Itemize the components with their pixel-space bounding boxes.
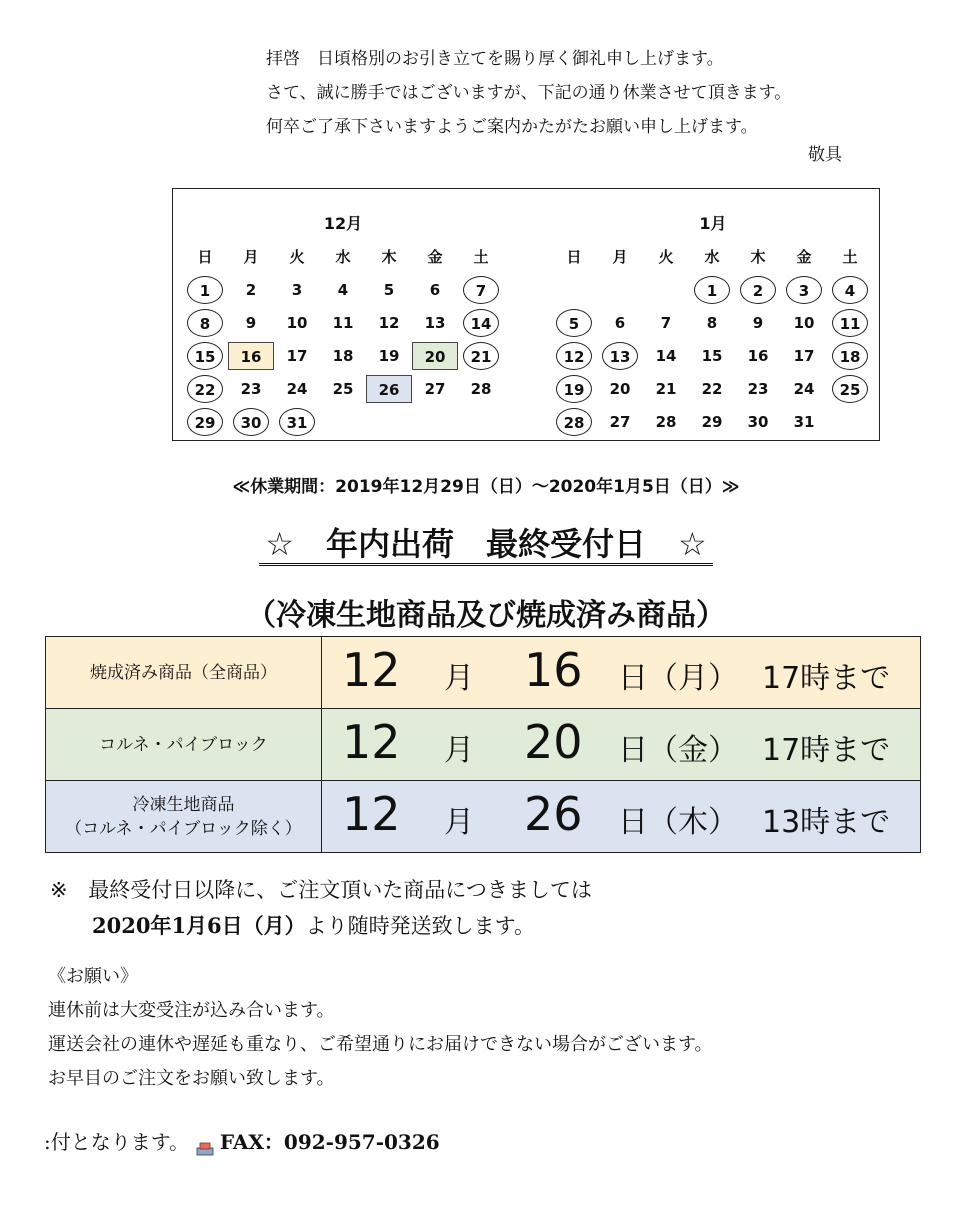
greeting-line-1: 拝啓 日頃格別のお引き立てを賜り厚く御礼申し上げます。 xyxy=(266,49,724,69)
weekday-header: 月 xyxy=(243,248,259,266)
fax-icon xyxy=(196,1137,214,1151)
weekday-header: 月 xyxy=(612,248,628,266)
deadline-day: 20 xyxy=(524,715,583,769)
calendar-day: 8 xyxy=(187,309,223,337)
calendar-day: 19 xyxy=(378,347,400,365)
request-line-3: お早目のご注文をお願い致します。 xyxy=(48,1068,335,1089)
deadline-row xyxy=(46,637,921,709)
shipping-note xyxy=(50,872,592,944)
calendar-day: 2 xyxy=(245,281,257,299)
deadline-row xyxy=(46,781,921,853)
calendar-day: 4 xyxy=(337,281,349,299)
weekday-header: 木 xyxy=(381,248,397,266)
closure-period: ≪休業期間：2019年12月29日（日）～2020年1月5日（日）≫ xyxy=(232,477,740,497)
request-line-2: 運送会社の連休や遅延も重なり、ご希望通りにお届けできない場合がございます。 xyxy=(48,1034,713,1055)
deadline-month: 12 xyxy=(342,787,401,841)
calendar-day: 7 xyxy=(463,276,499,304)
deadline-day: 26 xyxy=(524,787,583,841)
calendar-day: 31 xyxy=(793,413,815,431)
weekday-header: 金 xyxy=(427,248,443,266)
deadline-day: 16 xyxy=(524,643,583,697)
calendar-day: 25 xyxy=(332,380,354,398)
day-of-week: 日（木） xyxy=(618,805,738,840)
fax-prefix: :付となります。 xyxy=(44,1130,190,1154)
calendar-day: 16 xyxy=(747,347,769,365)
calendar-day: 19 xyxy=(556,375,592,403)
weekday-header: 金 xyxy=(796,248,812,266)
product-category-line-2: （コルネ・パイブロック除く） xyxy=(65,818,302,839)
calendar-day: 7 xyxy=(660,314,672,332)
calendar-day: 24 xyxy=(793,380,815,398)
product-category xyxy=(46,709,322,781)
calendar-day: 2 xyxy=(740,276,776,304)
month-unit: 月 xyxy=(444,805,474,840)
weekday-header: 土 xyxy=(473,248,489,266)
calendar-day: 10 xyxy=(793,314,815,332)
calendar-day: 20 xyxy=(609,380,631,398)
weekday-header: 木 xyxy=(750,248,766,266)
deadline-time: 17時まで xyxy=(762,733,891,768)
calendar-day: 20 xyxy=(412,342,458,370)
calendar-day: 30 xyxy=(747,413,769,431)
calendar-day: 11 xyxy=(832,309,868,337)
deadline-month: 12 xyxy=(342,643,401,697)
calendar-day: 18 xyxy=(332,347,354,365)
weekday-header: 火 xyxy=(289,248,305,266)
holiday-calendar xyxy=(172,188,880,441)
day-of-week: 日（月） xyxy=(618,661,738,696)
calendar-day: 1 xyxy=(187,276,223,304)
month-unit: 月 xyxy=(444,733,474,768)
calendar-day: 3 xyxy=(786,276,822,304)
month-title: 1月 xyxy=(699,214,727,233)
calendar-day: 9 xyxy=(752,314,764,332)
request-section xyxy=(48,960,713,1096)
deadline-table xyxy=(45,636,921,853)
calendar-day: 5 xyxy=(556,309,592,337)
calendar-day: 30 xyxy=(233,408,269,436)
greeting-line-2: さて、誠に勝手ではございますが、下記の通り休業させて頂きます。 xyxy=(266,83,792,103)
calendar-day: 8 xyxy=(706,314,718,332)
calendar-day: 23 xyxy=(747,380,769,398)
product-category xyxy=(46,781,322,853)
deadline-month: 12 xyxy=(342,715,401,769)
deadline-date xyxy=(322,637,921,709)
calendar-day: 12 xyxy=(378,314,400,332)
weekday-header: 火 xyxy=(658,248,674,266)
greeting xyxy=(266,42,791,144)
weekday-header: 日 xyxy=(197,248,213,266)
calendar-day: 29 xyxy=(187,408,223,436)
weekday-header: 水 xyxy=(704,248,720,266)
deadline-date xyxy=(322,709,921,781)
calendar-day: 15 xyxy=(187,342,223,370)
calendar-day: 4 xyxy=(832,276,868,304)
product-category-line-1: コルネ・パイブロック xyxy=(99,734,268,755)
product-category-line-1: 焼成済み商品（全商品） xyxy=(90,662,277,683)
note-line-1: 最終受付日以降に、ご注文頂いた商品につきましては xyxy=(88,878,592,902)
resume-date: 2020年1月6日（月） xyxy=(92,913,306,938)
request-line-1: 連休前は大変受注が込み合います。 xyxy=(48,1000,335,1021)
calendar-day: 28 xyxy=(470,380,492,398)
calendar-day: 15 xyxy=(701,347,723,365)
calendar-day: 27 xyxy=(609,413,631,431)
calendar-day: 22 xyxy=(701,380,723,398)
calendar-day: 24 xyxy=(286,380,308,398)
calendar-day: 29 xyxy=(701,413,723,431)
calendar-day: 11 xyxy=(332,314,354,332)
calendar-day: 5 xyxy=(383,281,395,299)
deadline-time: 13時まで xyxy=(762,805,891,840)
product-category xyxy=(46,637,322,709)
calendar-day: 3 xyxy=(291,281,303,299)
calendar-day: 1 xyxy=(694,276,730,304)
calendar-day: 17 xyxy=(286,347,308,365)
calendar-day: 27 xyxy=(424,380,446,398)
calendar-day: 18 xyxy=(832,342,868,370)
note-mark: ※ xyxy=(50,878,68,902)
calendar-day: 10 xyxy=(286,314,308,332)
closing: 敬具 xyxy=(808,145,842,165)
calendar-day: 14 xyxy=(463,309,499,337)
month-unit: 月 xyxy=(444,661,474,696)
day-of-week: 日（金） xyxy=(618,733,738,768)
calendar-day: 31 xyxy=(279,408,315,436)
weekday-header: 日 xyxy=(566,248,582,266)
calendar-day: 17 xyxy=(793,347,815,365)
headline xyxy=(0,519,972,565)
deadline-date xyxy=(322,781,921,853)
calendar-day: 21 xyxy=(655,380,677,398)
calendar-day: 21 xyxy=(463,342,499,370)
calendar-day: 25 xyxy=(832,375,868,403)
weekday-header: 水 xyxy=(335,248,351,266)
calendar-day: 14 xyxy=(655,347,677,365)
greeting-line-3: 何卒ご了承下さいますようご案内かたがたお願い申し上げます。 xyxy=(266,117,758,137)
calendar-day: 13 xyxy=(602,342,638,370)
deadline-time: 17時まで xyxy=(762,661,891,696)
headline-text: ☆ 年内出荷 最終受付日 ☆ xyxy=(259,525,712,566)
month-title: 12月 xyxy=(323,214,363,233)
weekday-header: 土 xyxy=(842,248,858,266)
deadline-row xyxy=(46,709,921,781)
fax-line xyxy=(44,1126,440,1155)
calendar-day: 23 xyxy=(240,380,262,398)
calendar-day: 6 xyxy=(429,281,441,299)
calendar-day: 6 xyxy=(614,314,626,332)
calendar-day: 28 xyxy=(556,408,592,436)
calendar-day: 16 xyxy=(228,342,274,370)
calendar-day: 26 xyxy=(366,375,412,403)
calendar-day: 13 xyxy=(424,314,446,332)
fax-number: FAX：092-957-0326 xyxy=(219,1130,440,1154)
calendar-day: 22 xyxy=(187,375,223,403)
calendar-day: 9 xyxy=(245,314,257,332)
note-line-2: より随時発送致します。 xyxy=(305,914,535,938)
calendar-day: 12 xyxy=(556,342,592,370)
request-title: 《お願い》 xyxy=(48,966,138,987)
calendar-day: 28 xyxy=(655,413,677,431)
subheading: （冷凍生地商品及び焼成済み商品） xyxy=(246,598,726,633)
product-category-line-1: 冷凍生地商品 xyxy=(132,794,235,815)
